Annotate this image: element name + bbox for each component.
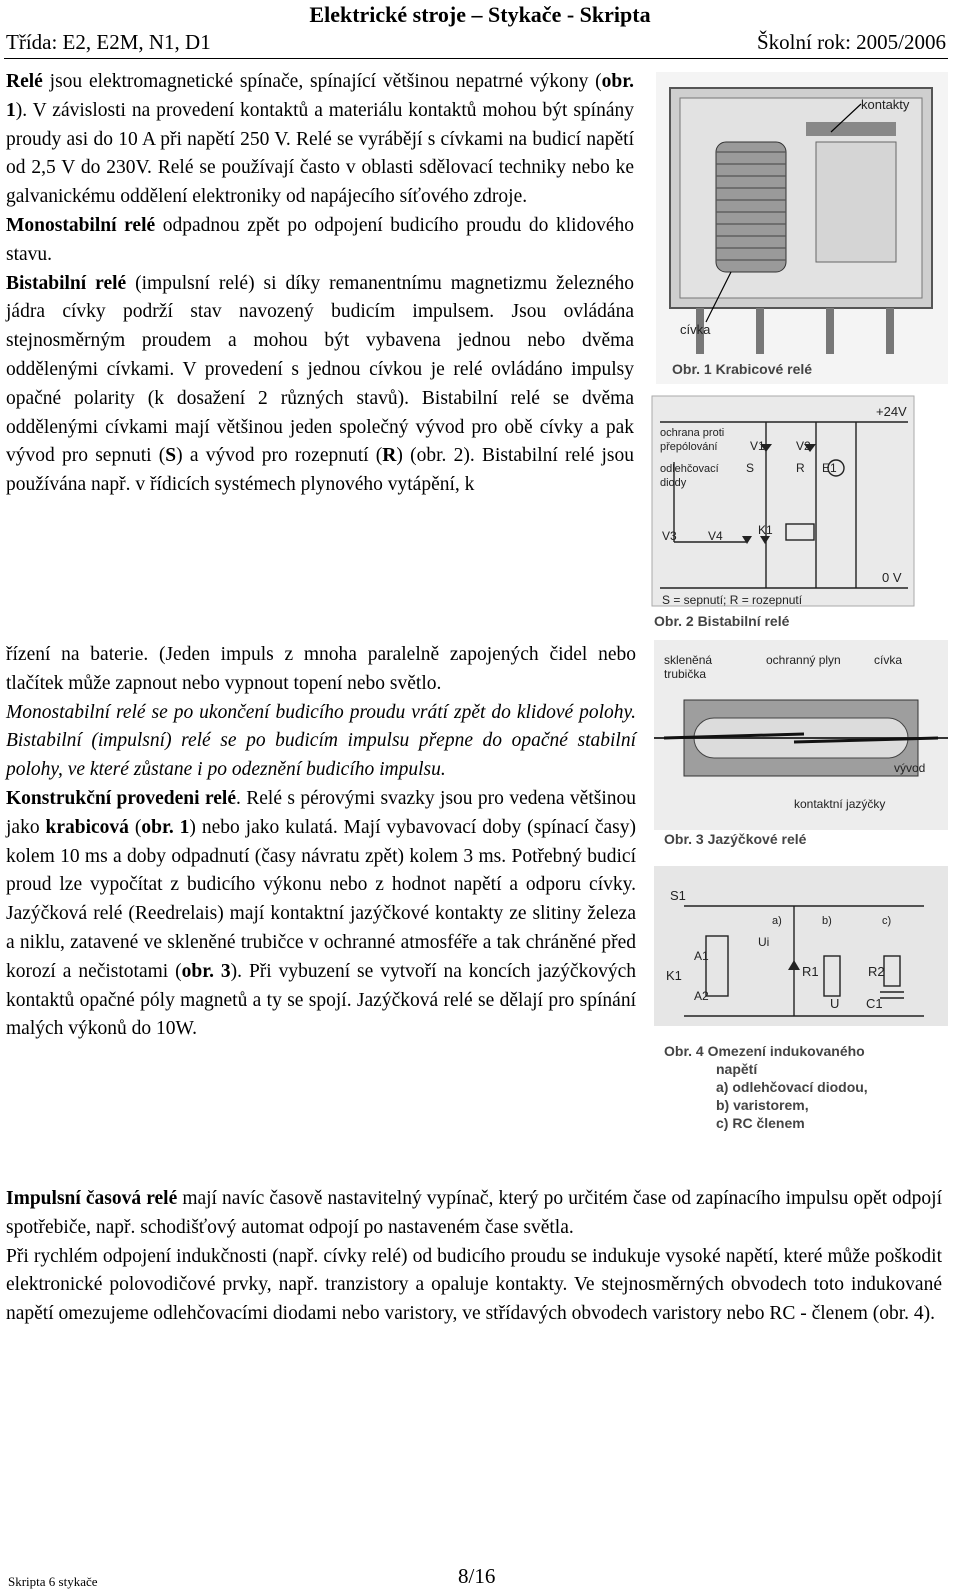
figure-box-relay	[656, 72, 948, 384]
label-e1: E1	[822, 461, 837, 475]
label-glass-tube-2: trubička	[664, 667, 707, 681]
figure2-caption: Obr. 2 Bistabilní relé	[654, 613, 790, 629]
school-year: Školní rok: 2005/2006	[756, 30, 946, 54]
label-v2: V2	[796, 439, 811, 453]
label-reed-contacts: kontaktní jazýčky	[794, 797, 886, 811]
bistable-circuit-diagram	[646, 392, 918, 632]
figure-reed-relay	[654, 640, 948, 850]
figure4-caption-1: Obr. 4 Omezení indukovaného	[664, 1043, 865, 1059]
note-polarity: přepólování	[660, 441, 718, 453]
note-protection: ochrana proti	[660, 427, 725, 439]
label-v3: V3	[662, 529, 677, 543]
paragraph-continued: řízení na baterie. (Jeden impuls z mnoha paralelně zapojených čidel nebo tlačítek může zapnout nebo vypnout topení nebo světlo.	[6, 644, 636, 694]
label-protective-gas: ochranný plyn	[766, 653, 841, 667]
text-block-bottom	[6, 1185, 942, 1329]
label-ui: Ui	[758, 935, 770, 949]
label-coil: cívka	[874, 653, 903, 667]
label-c1: C1	[866, 996, 883, 1011]
label-r2: R2	[868, 964, 885, 979]
class-info: Třída: E2, E2M, N1, D1	[6, 30, 211, 54]
paragraph-inductance: Při rychlém odpojení indukčnosti (např. cívky relé) od budicího proudu se indukuje vysoké napětí, které může poškodit elektronické polovodičové prvky, např. tranzistory a opaluje kontakty. Ve stejnosměrných obvodech toto indukované napětí omezujeme odlehčovacími diodami nebo varistory, ve střídavých obvodech varistory nebo RC - členem (obr. 4).	[6, 1245, 942, 1325]
paragraph-rele: Relé jsou elektromagnetické spínače, spínající většinou nepatrné výkony (obr. 1). V závislosti na provedení kontaktů a materiálu kontaktů mohou být spínány proudy asi do 10 A při napětí 250 V. Relé se vyrábějí s cívkami na budicí napětí od 2,5 V do 230V. Relé se používají často v oblasti sdělovací techniky nebo ke galvanickému oddělení elektroniky od napájecího síťového zdroje.	[6, 71, 634, 208]
label-u: U	[830, 996, 840, 1011]
figure1-caption: Obr. 1 Krabicové relé	[672, 361, 813, 377]
text-block-intro	[6, 68, 634, 500]
label-s1: S1	[670, 888, 686, 903]
label-v1: V1	[750, 439, 765, 453]
paragraph-impulse-timer: Impulsní časová relé mají navíc časově nastavitelný vypínač, který po určitém čase od zapínacího impulsu opět odpojí spotřebiče, např. schodišťový automat odpojí po nastaveném čase světla.	[6, 1188, 942, 1238]
label-s: S	[746, 461, 755, 475]
label-lead: vývod	[894, 761, 926, 775]
paragraph-monostable: Monostabilní relé odpadnou zpět po odpojení budicího proudu do klidového stavu.	[6, 214, 634, 265]
box-relay-illustration	[656, 72, 948, 384]
figure3-caption: Obr. 3 Jazýčkové relé	[664, 831, 807, 847]
text-block-middle	[6, 641, 636, 1044]
label-a: a)	[772, 915, 782, 927]
induced-voltage-diagram	[654, 866, 948, 1158]
note-suppression: odlehčovací	[660, 463, 719, 475]
figure4-caption-5: c) RC členem	[716, 1115, 805, 1131]
legend-s-r: S = sepnutí; R = rozepnutí	[662, 593, 803, 607]
label-a2: A2	[694, 989, 709, 1003]
label-glass-tube-1: skleněná	[664, 653, 713, 667]
document-title: Elektrické stroje – Stykače - Skripta	[309, 2, 651, 27]
label-v4: V4	[708, 529, 723, 543]
label-contacts: kontakty	[861, 97, 910, 112]
reed-relay-illustration	[654, 640, 948, 850]
paragraph-bistable: Bistabilní relé (impulsní relé) si díky remanentnímu magnetizmu železného jádra cívky podrží stav navozený budicím impulsem. Jsou ovládána stejnosměrným proudem a mohou být vybavena jednou nebo dvěma oddělenými cívkami. V provedení s jednou cívkou je relé ovládáno impulsy opačné polarity (k dosažení 2 různých stavů). Bistabilní relé se dvěma oddělenými cívkami mají většinou jeden společný vývod pro obě cívky a pak vývod pro sepnuti (S) a vývod pro rozepnutí (R) (obr. 2). Bistabilní relé jsou používána např. v řídicích systémech plynového vytápění, k	[6, 272, 634, 496]
figure-bistable-relay	[646, 392, 918, 632]
note-diodes: diody	[660, 477, 687, 489]
page-number: 8/16	[458, 1564, 496, 1588]
figure4-caption-4: b) varistorem,	[716, 1097, 809, 1113]
label-k1: K1	[758, 523, 773, 537]
label-k1: K1	[666, 968, 682, 983]
figure-induced-voltage	[654, 866, 948, 1158]
label-r: R	[796, 461, 805, 475]
header-divider	[4, 58, 948, 59]
label-coil: cívka	[680, 322, 711, 337]
voltage-bottom: 0 V	[882, 570, 902, 585]
paragraph-construction: Konstrukční provedeni relé. Relé s pérovými svazky jsou pro vedena většinou jako krabicová (obr. 1) nebo jako kulatá. Mají vybavovací doby (spínací časy) kolem 10 ms a doby odpadnutí (časy návratu zpět) kolem 3 ms. Potřebný budicí proud lze vypočítat z budicího výkonu nebo z hodnot napětí a odporu cívky. Jazýčková relé (Reedrelais) mají kontaktní jazýčkové kontakty ze slitiny železa a niklu, zatavené ve skleněné trubičce v ochranné atmosféře a tak chráněné před korozí a nečistotami (obr. 3). Při vybuzení se vytvoří na koncích jazýčkových kontaktů opačné póly magnetů a ty se spojí. Jazýčková relé se dělají pro spínání malých výkonů do 10W.	[6, 787, 636, 1040]
paragraph-italic: Monostabilní relé se po ukončení budicího proudu vrátí zpět do klidové polohy. Bistabilní (impulsní) relé se po budicím impulsu přepne do opačné stabilní polohy, ve které zůstane i po odeznění budicího impulsu.	[6, 701, 636, 781]
label-a1: A1	[694, 949, 709, 963]
figure4-caption-2: napětí	[716, 1061, 758, 1077]
label-r1: R1	[802, 964, 819, 979]
label-c: c)	[882, 915, 892, 927]
figure4-caption-3: a) odlehčovací diodou,	[716, 1079, 868, 1095]
label-b: b)	[822, 915, 832, 927]
voltage-top: +24V	[876, 404, 907, 419]
footer-label: Skripta 6 stykače	[8, 1574, 98, 1589]
